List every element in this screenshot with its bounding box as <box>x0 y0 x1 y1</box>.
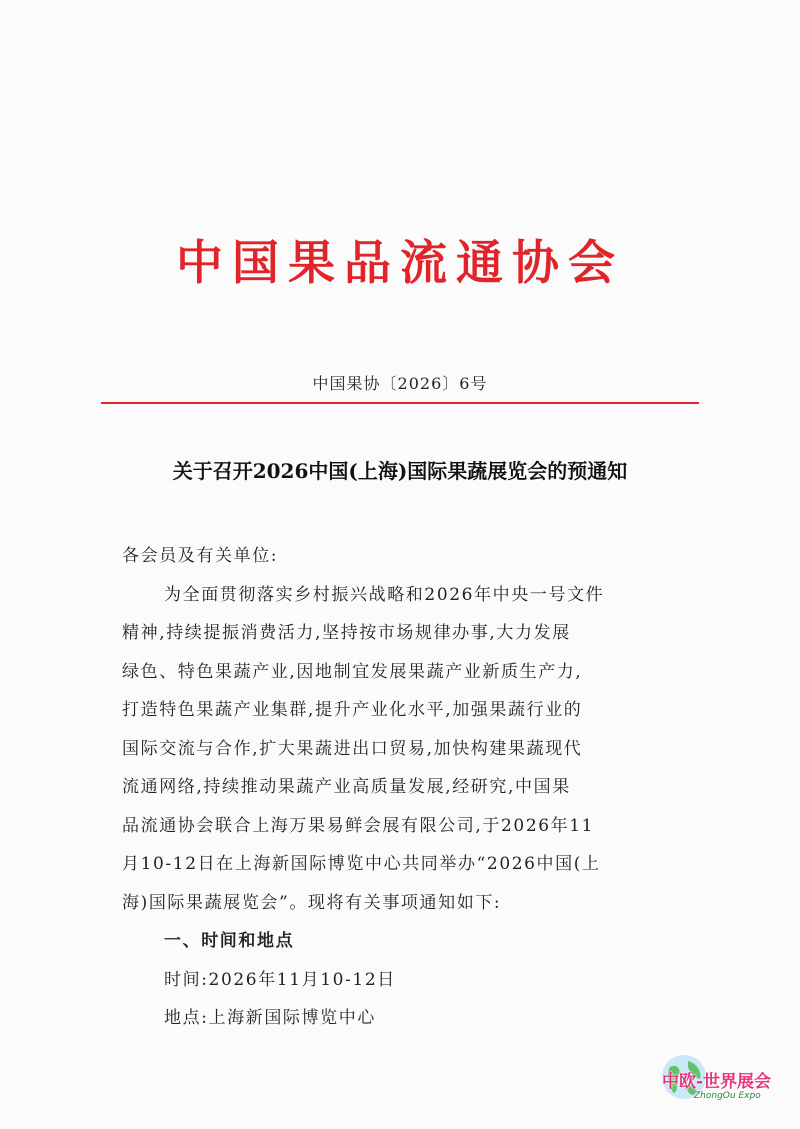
place-line: 地点:上海新国际博览中心 <box>164 1008 376 1028</box>
paragraph-line: 月10-12日在上海新国际博览中心共同举办“2026中国(上 <box>122 854 601 874</box>
paragraph-line: 打造特色果蔬产业集群,提升产业化水平,加强果蔬行业的 <box>122 700 583 720</box>
paragraph-line: 海)国际果蔬展览会”。现将有关事项通知如下: <box>122 892 502 913</box>
notice-body <box>122 537 702 1038</box>
section-heading-time-place: 一、时间和地点 <box>164 931 295 951</box>
red-divider-line <box>101 402 699 404</box>
document-number: 中国果协〔2026〕6号 <box>312 374 488 393</box>
paragraph-line: 精神,持续提振消费活力,坚持按市场规律办事,大力发展 <box>122 623 571 643</box>
watermark-logo-subtext: ZhongOu Expo <box>694 1091 761 1101</box>
notice-title: 关于召开2026中国(上海)国际果蔬展览会的预通知 <box>172 459 628 483</box>
paragraph-line: 绿色、特色果蔬产业,因地制宜发展果蔬产业新质生产力, <box>122 661 583 682</box>
salutation: 各会员及有关单位: <box>122 546 279 566</box>
paragraph-line: 为全面贯彻落实乡村振兴战略和2026年中央一号文件 <box>164 584 605 605</box>
paragraph-line: 品流通协会联合上海万果易鲜会展有限公司,于2026年11 <box>122 815 595 836</box>
organization-name: 中国果品流通协会 <box>176 236 624 291</box>
paragraph-line: 流通网络,持续推动果蔬产业高质量发展,经研究,中国果 <box>122 777 571 797</box>
watermark-logo <box>660 1053 788 1119</box>
watermark-logo-text: 中欧-世界展会 <box>662 1072 772 1092</box>
time-line: 时间:2026年11月10-12日 <box>164 969 396 990</box>
paragraph-line: 国际交流与合作,扩大果蔬进出口贸易,加快构建果蔬现代 <box>122 738 583 759</box>
